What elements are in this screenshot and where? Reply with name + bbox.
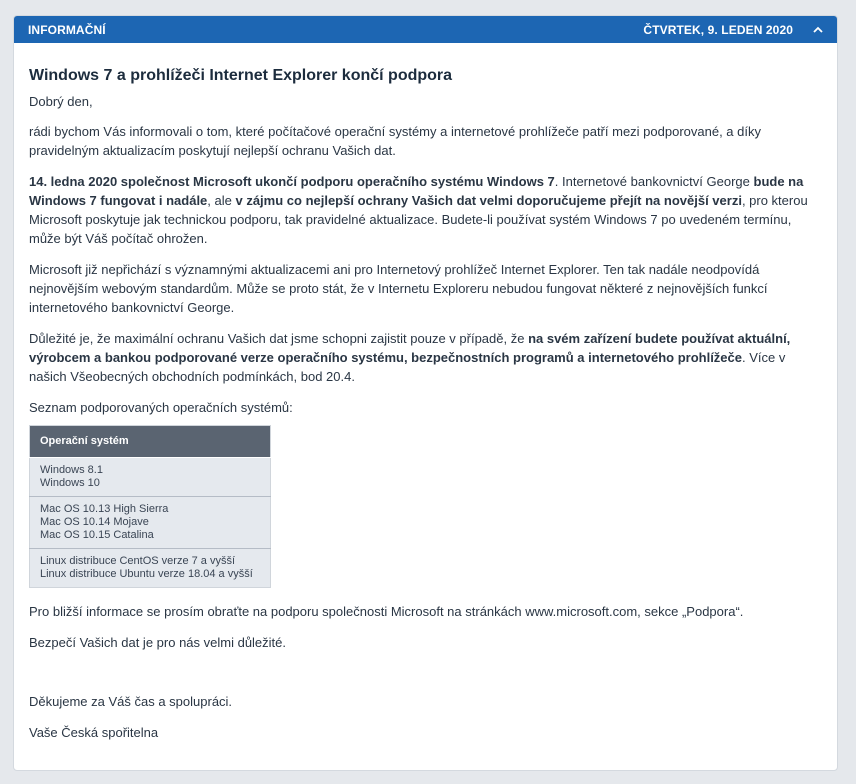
table-row <box>30 458 271 497</box>
paragraph-more-info: Pro bližší informace se prosím obraťte na podporu společnosti Microsoft na stránkách www.microsoft.com, sekce „Podpora“. <box>29 604 744 619</box>
text-segment: , ale <box>207 193 236 208</box>
bold-supported-versions: na svém zařízení budete používat aktuální, výrobcem a bankou podporované verze operačního systému, bezpečnostních programů a internetového prohlížeče <box>29 331 791 365</box>
collapse-button[interactable] <box>807 16 829 43</box>
text-segment: , pro kterou Microsoft poskytuje jak technickou podporu, tak pravidelné aktualizace. Budete-li používat systém Windows 7 po uvedeném termínu, může být Váš počítač ohrožen. <box>29 193 808 246</box>
table-cell-windows <box>30 458 271 497</box>
bold-recommendation: v zájmu co nejlepší ochrany Vašich dat velmi doporučujeme přejít na novější verzi <box>235 193 742 208</box>
table-header-row <box>30 426 271 458</box>
paragraph-security: Bezpečí Vašich dat je pro nás velmi důležité. <box>29 635 287 650</box>
table-cell-linux <box>30 549 271 588</box>
text-segment: Důležité je, že maximální ochranu Vašich dat jsme schopni zajistit pouze v případě, že <box>29 331 529 346</box>
chevron-up-icon <box>813 26 823 33</box>
paragraph-protection <box>29 329 821 386</box>
os-item: Linux distribuce CentOS verze 7 a vyšší <box>40 555 236 567</box>
table-row <box>30 497 271 549</box>
paragraph-intro: rádi bychom Vás informovali o tom, které počítačové operační systémy a internetové prohlížeče patří mezi podporované, a díky pravidelným aktualizacím poskytují nejlepší ochranu Vašich dat. <box>29 124 761 158</box>
text-segment: . Více v našich Všeobecných obchodních podmínkách, bod 20.4. <box>29 350 786 384</box>
os-list-intro: Seznam podporovaných operačních systémů: <box>29 400 293 415</box>
bold-george-works: bude na Windows 7 fungovat i nadále <box>29 174 804 208</box>
category-label: INFORMAČNÍ <box>28 22 106 37</box>
table-header-os: Operační systém <box>30 426 271 458</box>
message-title: Windows 7 a prohlížeči Internet Explorer končí podpora <box>29 67 453 84</box>
thanks-text: Děkujeme za Váš čas a spolupráci. <box>29 694 233 709</box>
text-segment: . Internetové bankovnictví George <box>554 174 754 189</box>
message-card <box>13 15 838 771</box>
paragraph-internet-explorer: Microsoft již nepřichází s významnými aktualizacemi ani pro Internetový prohlížeč Internet Explorer. Ten tak nadále neodpovídá nejnovějším webovým standardům. Může se proto stát, že v Internetu Exploreru nebudou fungovat některé z nejnovějších funkcí internetového bankovnictví George. <box>29 262 768 315</box>
os-item: Mac OS 10.15 Catalina <box>40 529 154 541</box>
supported-os-table <box>29 425 271 588</box>
signature: Vaše Česká spořitelna <box>29 725 159 740</box>
os-item: Mac OS 10.14 Mojave <box>40 516 149 528</box>
table-row <box>30 549 271 588</box>
message-header[interactable] <box>14 16 837 43</box>
message-body <box>14 43 837 742</box>
message-date: ČTVRTEK, 9. LEDEN 2020 <box>643 22 793 37</box>
os-item: Windows 10 <box>40 477 100 489</box>
os-item: Windows 8.1 <box>40 464 103 476</box>
greeting: Dobrý den, <box>29 94 93 109</box>
table-cell-macos <box>30 497 271 549</box>
paragraph-windows7 <box>29 172 821 248</box>
bold-end-of-support: 14. ledna 2020 společnost Microsoft ukončí podporu operačního systému Windows 7 <box>29 174 555 189</box>
os-item: Mac OS 10.13 High Sierra <box>40 503 169 515</box>
os-item: Linux distribuce Ubuntu verze 18.04 a vyšší <box>40 568 253 580</box>
